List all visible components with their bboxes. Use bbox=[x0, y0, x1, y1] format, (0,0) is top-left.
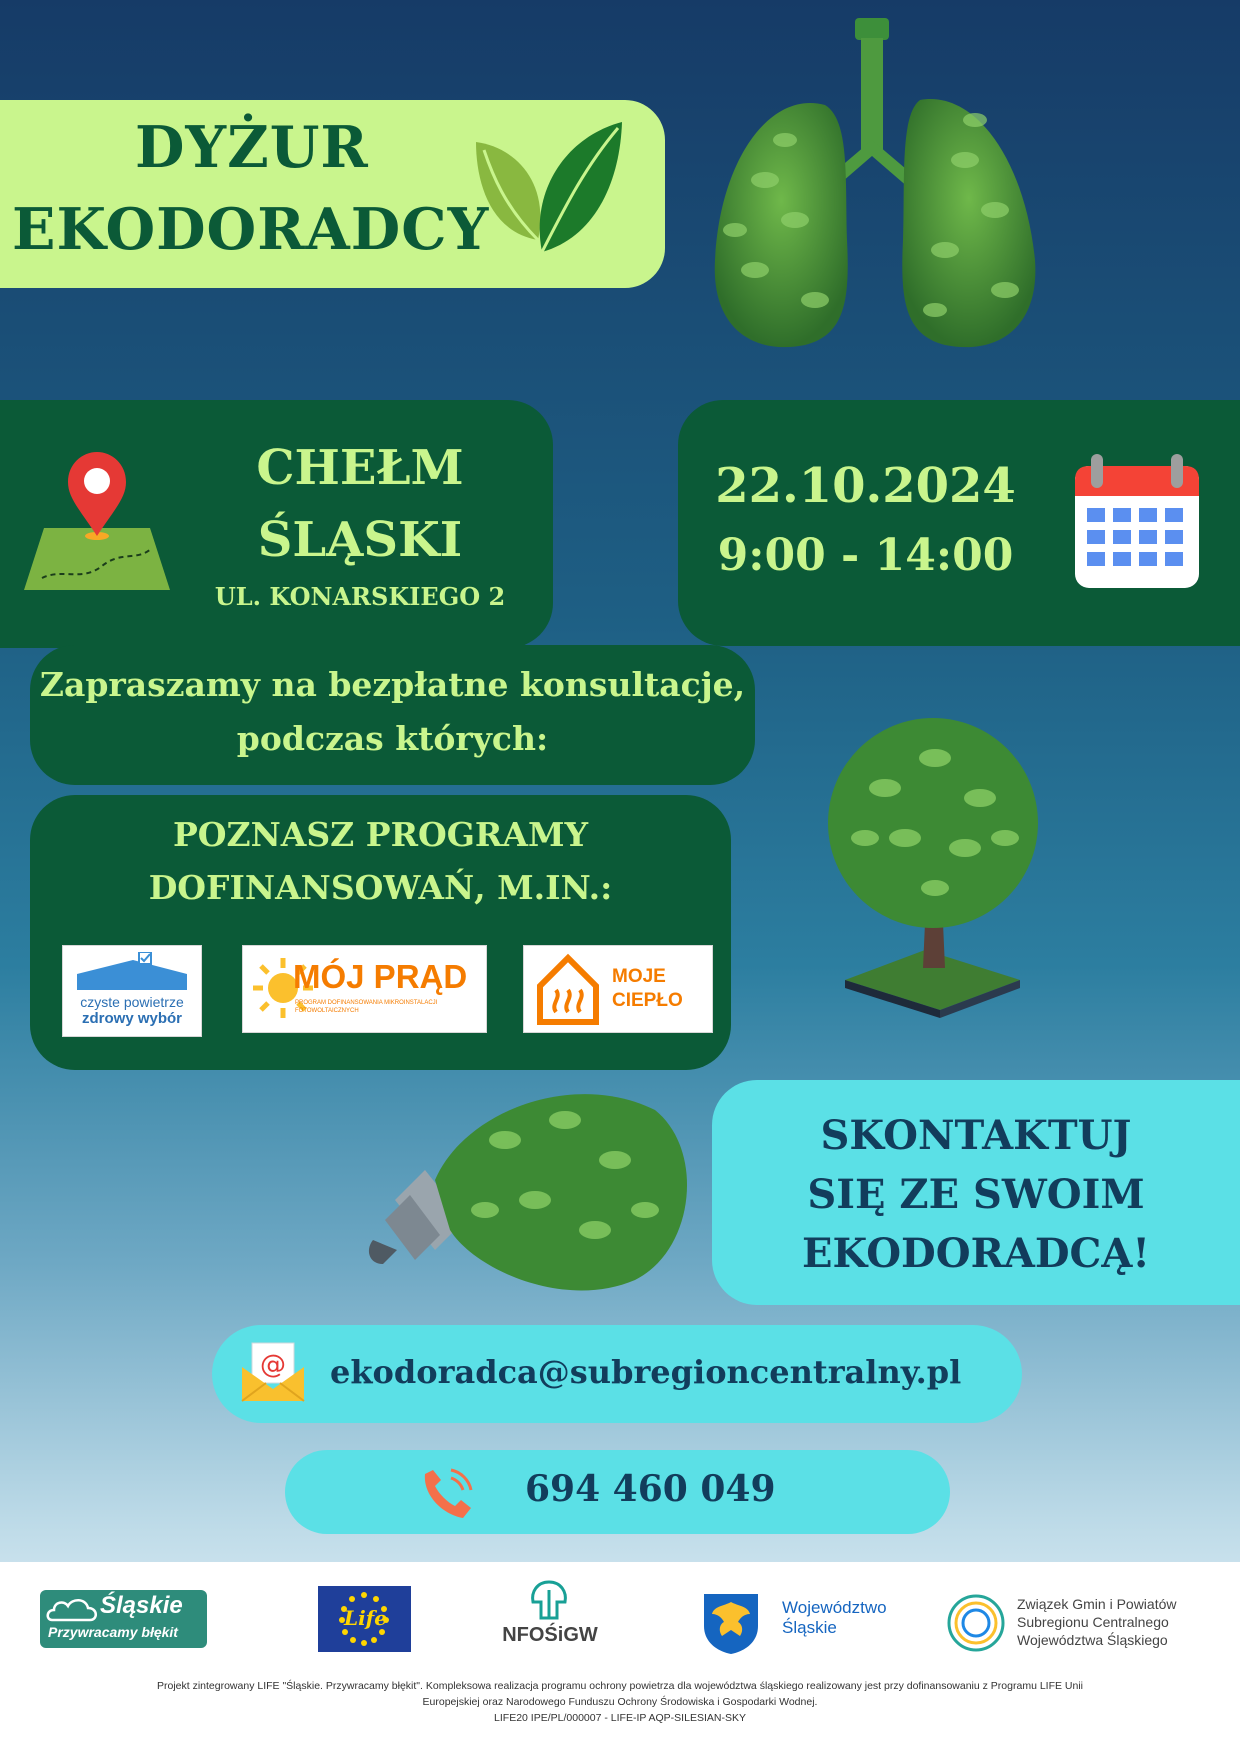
funding-note-line-1: Projekt zintegrowany LIFE "Śląskie. Przywracamy błękit". Kompleksowa realizacja programu ochrony powietrza dla województwa śląskiego realizowany jest przy dofinansowaniu z Programu LIFE Unii bbox=[156, 1680, 1084, 1692]
leaves-icon bbox=[470, 112, 630, 262]
event-hours: 9:00 - 14:00 bbox=[717, 530, 1014, 581]
event-date: 22.10.2024 bbox=[715, 458, 1016, 514]
moj-prad-logo bbox=[242, 945, 487, 1033]
czyste-line-1: czyste powietrze bbox=[80, 994, 184, 1010]
slaskie-logo bbox=[40, 1590, 207, 1648]
nfosigw-text: NFOŚiGW bbox=[502, 1624, 598, 1646]
bulb-icon bbox=[355, 1070, 700, 1300]
zwiazek-logo bbox=[945, 1590, 1205, 1660]
contact-line-2: SIĘ ZE SWOIM bbox=[807, 1171, 1145, 1218]
house-heat-icon bbox=[534, 952, 602, 1026]
contact-line-1: SKONTAKTUJ bbox=[820, 1112, 1132, 1159]
programs-heading-line-1: POZNASZ PROGRAMY bbox=[172, 815, 589, 854]
city-line-1: CHEŁM bbox=[256, 440, 464, 496]
zwiazek-line-2: Subregionu Centralnego bbox=[1017, 1614, 1169, 1630]
life-text: Life bbox=[344, 1606, 387, 1630]
moje-cieplo-line-2: CIEPŁO bbox=[612, 990, 683, 1011]
contact-line-3: EKODORADCĄ! bbox=[802, 1230, 1150, 1277]
invitation-panel bbox=[30, 645, 755, 785]
title-line-1: DYŻUR bbox=[135, 114, 369, 181]
wojewodztwo-line-1: Województwo bbox=[782, 1598, 887, 1617]
email-address[interactable]: ekodoradca@subregioncentralny.pl bbox=[330, 1353, 962, 1391]
cloud-icon bbox=[46, 1596, 100, 1622]
funding-note-line-3: LIFE20 IPE/PL/000007 - LIFE-IP AQP-SILESIAN-SKY bbox=[494, 1712, 746, 1724]
date-panel bbox=[678, 400, 1240, 646]
moj-prad-title: MÓJ PRĄD bbox=[293, 958, 468, 995]
nfosigw-emblem-icon bbox=[529, 1580, 569, 1620]
slaskie-tagline: Przywracamy błękit bbox=[48, 1624, 178, 1640]
city-line-2: ŚLĄSKI bbox=[257, 512, 463, 568]
envelope-icon bbox=[240, 1339, 306, 1405]
phone-icon bbox=[417, 1464, 479, 1524]
zwiazek-line-1: Związek Gmin i Powiatów bbox=[1017, 1596, 1177, 1612]
moj-prad-sub-1: PROGRAM DOFINANSOWANIA MIKROINSTALACJI bbox=[295, 1000, 438, 1006]
slaskie-title: Śląskie bbox=[100, 1592, 183, 1619]
programs-heading-line-2: DOFINANSOWAŃ, M.IN.: bbox=[148, 868, 613, 907]
wojewodztwo-line-2: Śląskie bbox=[782, 1618, 837, 1637]
tree-icon bbox=[805, 718, 1065, 1018]
footer bbox=[0, 1562, 1240, 1754]
moj-prad-sub-2: FOTOWOLTAICZNYCH bbox=[295, 1008, 359, 1014]
rings-icon bbox=[945, 1592, 1007, 1654]
phone-pill[interactable] bbox=[285, 1450, 950, 1534]
map-pin-icon bbox=[22, 450, 172, 595]
zwiazek-line-3: Województwa Śląskiego bbox=[1017, 1632, 1168, 1648]
czyste-powietrze-logo bbox=[62, 945, 202, 1037]
nfosigw-logo bbox=[495, 1580, 605, 1658]
funding-note-line-2: Europejskiej oraz Narodowego Funduszu Ochrony Środowiska i Gospodarki Wodnej. bbox=[422, 1696, 818, 1708]
czyste-line-2: zdrowy wybór bbox=[81, 1010, 182, 1027]
eagle-shield-icon bbox=[702, 1592, 760, 1656]
moje-cieplo-line-1: MOJE bbox=[612, 966, 666, 987]
email-pill[interactable] bbox=[212, 1325, 1022, 1423]
street-address: UL. KONARSKIEGO 2 bbox=[214, 582, 506, 611]
house-check-icon bbox=[73, 952, 191, 992]
wojewodztwo-logo bbox=[702, 1592, 912, 1658]
programs-panel bbox=[30, 795, 731, 1070]
svg-text:@: @ bbox=[260, 1350, 286, 1380]
moje-cieplo-logo bbox=[523, 945, 713, 1033]
phone-number[interactable]: 694 460 049 bbox=[525, 1468, 776, 1510]
lungs-icon bbox=[675, 10, 1075, 390]
location-panel bbox=[0, 400, 553, 648]
title-line-2: EKODORADCY bbox=[12, 196, 490, 263]
invitation-line-2: podczas których: bbox=[236, 719, 549, 758]
contact-panel bbox=[712, 1080, 1240, 1305]
title-banner bbox=[0, 100, 665, 288]
eu-life-logo bbox=[318, 1586, 411, 1652]
invitation-line-1: Zapraszamy na bezpłatne konsultacje, bbox=[39, 665, 746, 704]
calendar-icon bbox=[1073, 452, 1201, 590]
